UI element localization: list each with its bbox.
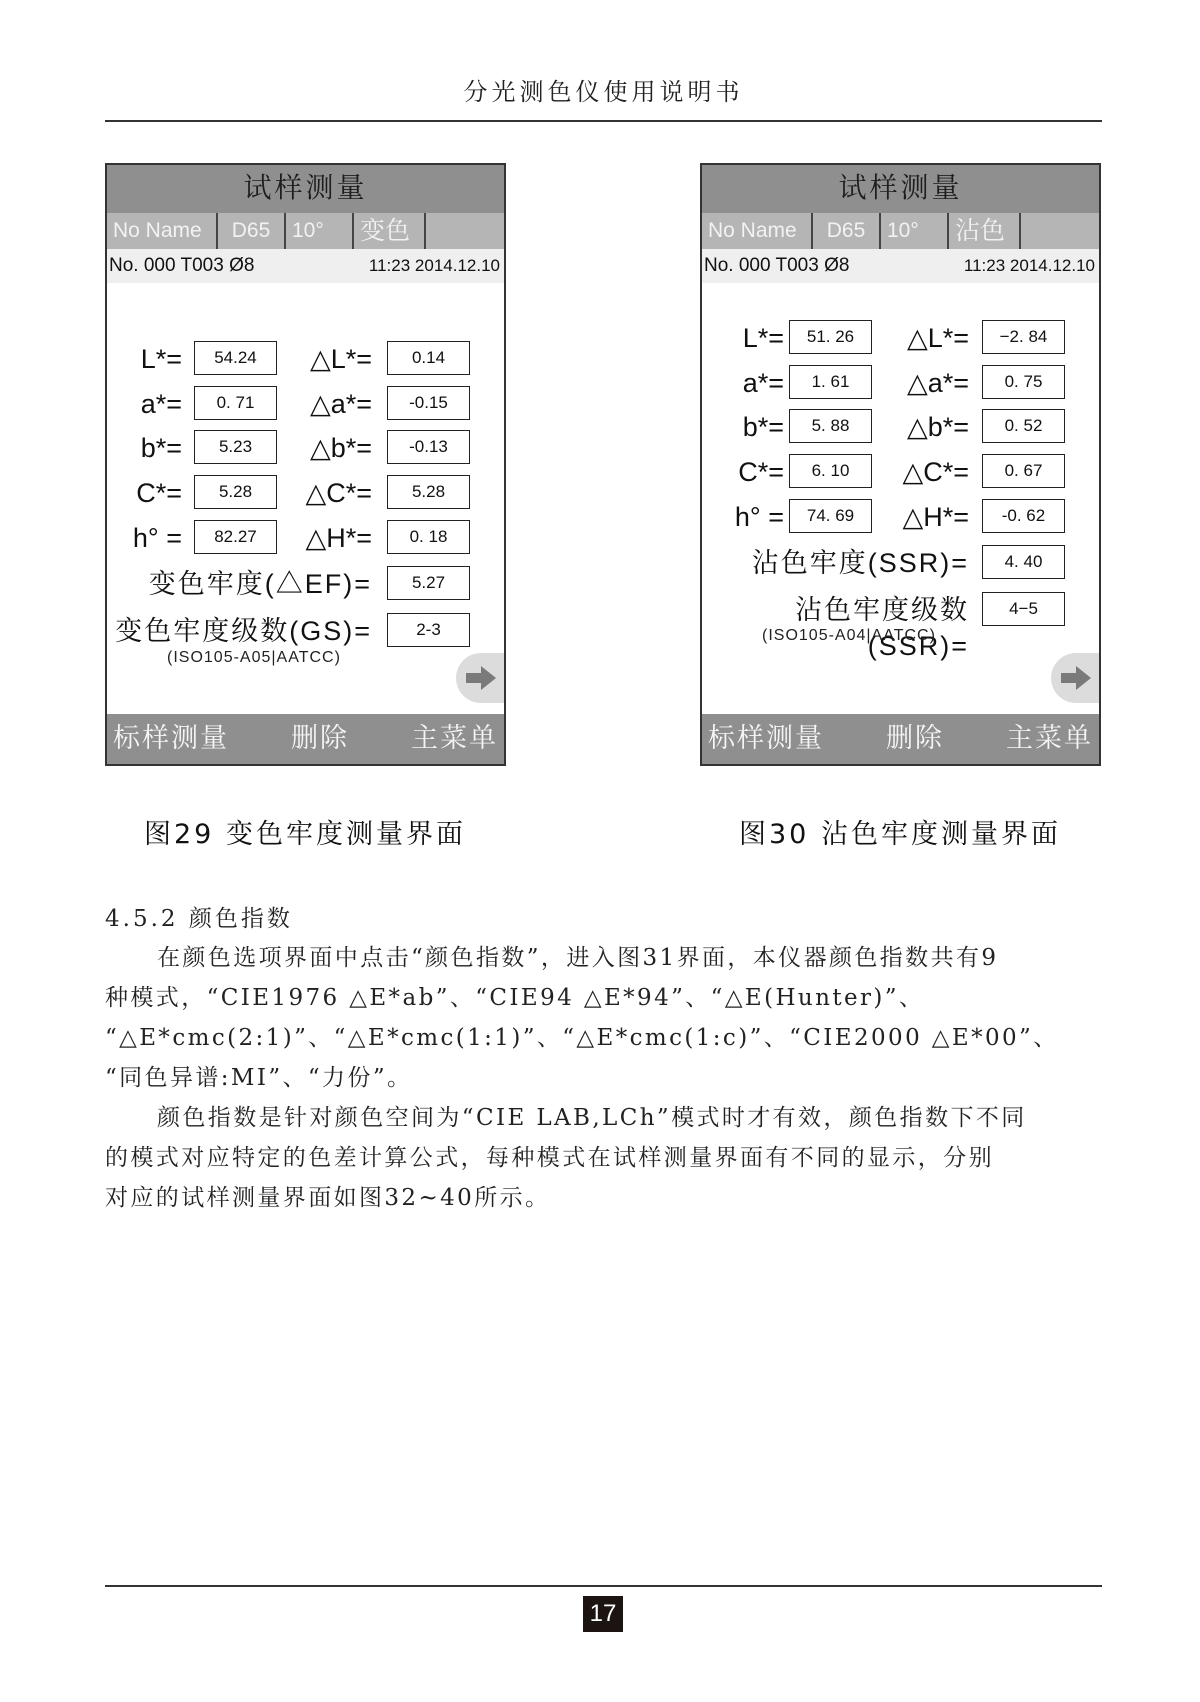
- screen-status-tabs: [702, 213, 1099, 249]
- screen-status-tabs: [107, 213, 504, 249]
- paragraph-line: 颜色指数是针对颜色空间为“CIE LAB,LCh”模式时才有效，颜色指数下不同: [157, 1105, 1027, 1131]
- label-l: L*=: [742, 323, 784, 353]
- label-a: a*=: [140, 389, 182, 419]
- tab-sample-name[interactable]: No Name: [702, 213, 813, 249]
- paragraph-line: 在颜色选项界面中点击“颜色指数”，进入图31界面，本仪器颜色指数共有9: [157, 945, 999, 971]
- label-c: C*=: [738, 457, 784, 487]
- paragraph-line: “同色异谱:MI”、“力份”。: [105, 1065, 413, 1091]
- next-page-button[interactable]: [1051, 653, 1101, 703]
- standard-note: (ISO105-A05|AATCC): [167, 649, 341, 666]
- value-row-c: [107, 475, 504, 511]
- label-delta-h: △H*=: [902, 502, 969, 532]
- value-c: 6. 10: [789, 454, 872, 488]
- paragraph-line: 种模式，“CIE1976 △E*ab”、“CIE94 △E*94”、“△E(Hunter)”、: [105, 985, 925, 1011]
- tab-observer[interactable]: 10°: [881, 213, 949, 249]
- next-page-button[interactable]: [456, 653, 506, 703]
- sample-info: No. 000 T003 Ø8: [704, 255, 850, 276]
- running-header: 分光测色仪使用说明书: [463, 78, 744, 106]
- value-delta-a: 0. 75: [982, 365, 1065, 399]
- grade-value: 4−5: [982, 592, 1065, 626]
- value-row-c: [702, 454, 1099, 490]
- value-l: 51. 26: [789, 320, 872, 354]
- label-b: b*=: [742, 412, 784, 442]
- value-row-a: [107, 386, 504, 422]
- fastness-row: [107, 566, 504, 602]
- figure-caption-30: 图30 沾色牢度测量界面: [739, 819, 1061, 850]
- value-h: 82.27: [194, 520, 277, 554]
- value-delta-l: −2. 84: [982, 320, 1065, 354]
- arrow-right-icon: [466, 666, 496, 690]
- value-l: 54.24: [194, 341, 277, 375]
- label-h: h° =: [132, 523, 182, 553]
- tab-sample-name[interactable]: No Name: [107, 213, 218, 249]
- label-delta-a: △a*=: [906, 368, 969, 398]
- label-delta-a: △a*=: [309, 389, 372, 419]
- label-delta-b: △b*=: [906, 412, 969, 442]
- measurement-values: [702, 283, 1099, 715]
- datetime: 11:23 2014.12.10: [963, 256, 1095, 275]
- tab-mode[interactable]: 沾色: [949, 213, 1021, 249]
- label-delta-l: △L*=: [309, 344, 372, 374]
- value-delta-b: 0. 52: [982, 409, 1065, 443]
- standard-note: (ISO105-A04|AATCC): [762, 627, 936, 644]
- screen-info-bar: [702, 249, 1099, 283]
- grade-value: 2-3: [387, 613, 470, 647]
- value-row-b: [107, 430, 504, 466]
- value-row-h: [702, 499, 1099, 535]
- paragraph-line: 对应的试样测量界面如图32~40所示。: [105, 1185, 551, 1211]
- fastness-label: 沾色牢度(SSR)=: [751, 548, 969, 578]
- standard-measure-button[interactable]: 标样测量: [113, 723, 229, 754]
- value-delta-h: -0. 62: [982, 499, 1065, 533]
- value-h: 74. 69: [789, 499, 872, 533]
- grade-label: 变色牢度级数(GS)=: [115, 616, 372, 646]
- paragraph-color-index-validity: [105, 1098, 1102, 1218]
- value-row-a: [702, 365, 1099, 401]
- paragraph-line: “△E*cmc(2:1)”、“△E*cmc(1:1)”、“△E*cmc(1:c)”、“CIE2000 △E*00”、: [105, 1025, 1059, 1051]
- tab-mode[interactable]: 变色: [354, 213, 426, 249]
- fastness-row: [702, 545, 1099, 581]
- measurement-values: [107, 283, 504, 715]
- value-c: 5.28: [194, 475, 277, 509]
- sample-info: No. 000 T003 Ø8: [109, 255, 255, 276]
- screen-footer: [702, 714, 1099, 764]
- value-b: 5. 88: [789, 409, 872, 443]
- value-delta-l: 0.14: [387, 341, 470, 375]
- label-delta-c: △C*=: [902, 457, 969, 487]
- value-row-h: [107, 520, 504, 556]
- delete-button[interactable]: 删除: [291, 723, 349, 754]
- tab-illuminant[interactable]: D65: [813, 213, 881, 249]
- tab-observer[interactable]: 10°: [286, 213, 354, 249]
- fastness-value: 5.27: [387, 566, 470, 600]
- value-row-b: [702, 409, 1099, 445]
- label-delta-h: △H*=: [305, 523, 372, 553]
- screen-footer: [107, 714, 504, 764]
- label-h: h° =: [734, 502, 784, 532]
- label-a: a*=: [742, 368, 784, 398]
- value-a: 1. 61: [789, 365, 872, 399]
- value-delta-a: -0.15: [387, 386, 470, 420]
- figure-caption-29: 图29 变色牢度测量界面: [144, 819, 466, 850]
- paragraph-color-index-modes: [105, 938, 1102, 1098]
- screen-info-bar: [107, 249, 504, 283]
- value-b: 5.23: [194, 430, 277, 464]
- page-number: 17: [583, 1596, 623, 1632]
- paragraph-line: 的模式对应特定的色差计算公式，每种模式在试样测量界面有不同的显示，分别: [105, 1145, 994, 1171]
- grade-row: [107, 613, 504, 649]
- header-rule: [105, 120, 1102, 122]
- screen-title: 试样测量: [107, 165, 504, 213]
- label-l: L*=: [140, 344, 182, 374]
- fastness-label: 变色牢度(△EF)=: [148, 569, 372, 599]
- datetime: 11:23 2014.12.10: [368, 256, 500, 275]
- delete-button[interactable]: 删除: [886, 723, 944, 754]
- device-screen-staining: [700, 163, 1101, 766]
- label-b: b*=: [140, 433, 182, 463]
- section-heading: 4.5.2 颜色指数: [105, 906, 293, 932]
- label-delta-c: △C*=: [305, 478, 372, 508]
- value-delta-b: -0.13: [387, 430, 470, 464]
- standard-measure-button[interactable]: 标样测量: [708, 723, 824, 754]
- label-c: C*=: [136, 478, 182, 508]
- screen-title: 试样测量: [702, 165, 1099, 213]
- value-row-l: [702, 320, 1099, 356]
- fastness-value: 4. 40: [982, 545, 1065, 579]
- value-delta-c: 5.28: [387, 475, 470, 509]
- device-screen-color-change: [105, 163, 506, 766]
- main-menu-button[interactable]: 主菜单: [411, 723, 498, 754]
- main-menu-button[interactable]: 主菜单: [1006, 723, 1093, 754]
- footer-rule: [105, 1585, 1102, 1587]
- value-row-l: [107, 341, 504, 377]
- value-delta-c: 0. 67: [982, 454, 1065, 488]
- label-delta-l: △L*=: [906, 323, 969, 353]
- value-delta-h: 0. 18: [387, 520, 470, 554]
- grade-label: 沾色牢度级数(SSR)=: [795, 595, 969, 661]
- arrow-right-icon: [1061, 666, 1091, 690]
- tab-illuminant[interactable]: D65: [218, 213, 286, 249]
- label-delta-b: △b*=: [309, 433, 372, 463]
- value-a: 0. 71: [194, 386, 277, 420]
